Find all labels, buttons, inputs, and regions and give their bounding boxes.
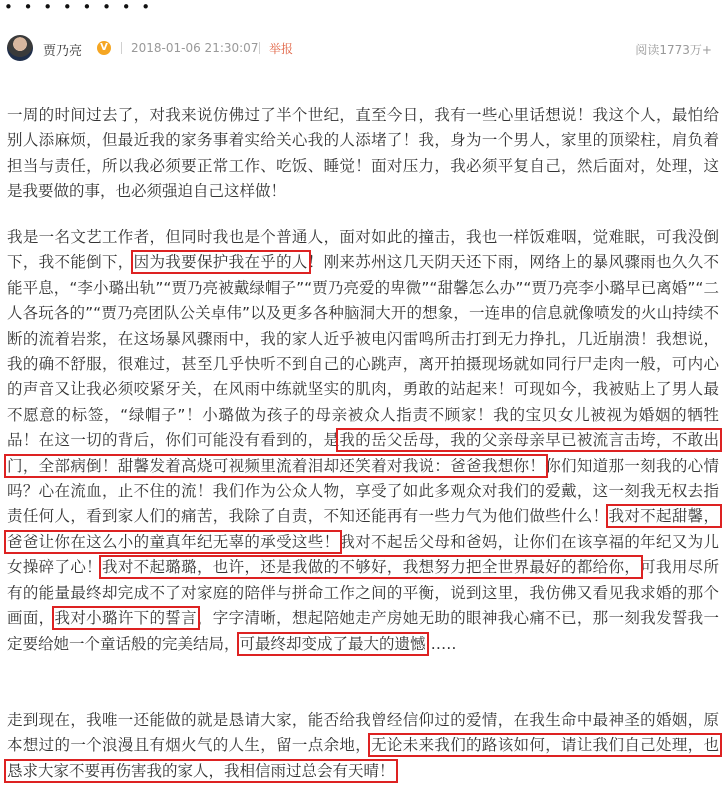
post-timestamp: 2018-01-06 21:30:07	[131, 41, 259, 55]
text-segment: 走到现在，我唯一还能做的就是恳请大家，能否给我曾经信仰过的爱情，在我生命中最神圣的婚姻，原本想过的一个浪漫且有烟火气的人生，留一点余地，	[7, 711, 719, 755]
text-segment: 我对不起岳父母和爸妈，让你们在该享福的年纪又为儿女操碎了心！	[7, 532, 719, 577]
post-paragraph-2	[7, 225, 719, 657]
post-header	[7, 35, 718, 61]
more-dots-icon[interactable]: • • • • • • • •	[4, 0, 154, 16]
divider	[121, 42, 122, 54]
reads-label: 阅读	[635, 43, 660, 57]
author-name[interactable]: 贾乃亮	[43, 44, 83, 59]
verified-badge-icon: V	[97, 41, 111, 55]
text-segment: ！刚来苏州这几天阴天还下雨，网络上的暴风骤雨也久久不能平息，“李小璐出轨”“贾乃亮被戴绿帽子”“贾乃亮爱的卑微”“甜馨怎么办”“贾乃亮李小璐早已离婚”“二人各玩各的”“贾乃亮团队公关卓伟”以及更多各种脑洞大开的想象，一连串的信息就像喷发的火山持续不断的流着岩浆，在这场暴风骤雨中，我的家人近乎被电闪雷鸣所击打到无力挣扎，几近崩溃！我想说，我的确不舒服，很难过，甚至几乎快听不到自己的心跳声，离开拍摄现场就如同行尸走肉一般，可内心的声音又让我必须咬紧牙关，在风雨中练就坚实的肌肉，勇敢的站起来！可现如今，我被贴上了男人最不愿意的标签，“绿帽子”！小璐做为孩子的母亲被众人指责不顾家！我的宝贝女儿被视为婚姻的牺牲品！在这一切的背后，你们可能没有看到的，是	[7, 253, 719, 450]
highlight-box: 我的岳父岳母，我的父亲母亲早已被流言击垮，不敢出门，全部病倒！甜馨发着高烧可视频里流着泪却还笑着对我说：爸爸我想你！	[7, 431, 719, 475]
highlight-box: 我对小璐许下的誓言	[54, 609, 197, 628]
post-paragraph-1: 一周的时间过去了，对我来说仿佛过了半个世纪，直至今日，我有一些心里话想说！我这个人，最怕给别人添麻烦，但最近我的家务事着实给关心我的人添堵了！我，身为一个男人，家里的顶梁柱，肩负着担当与责任，所以我必须要正常工作、吃饭、睡觉！面对压力，我必须平复自己，然后面对，处理，这是我要做的事，也必须强迫自己这样做！	[7, 106, 719, 201]
divider	[259, 42, 260, 54]
report-link[interactable]: 举报	[269, 42, 294, 56]
text-segment: 可我用尽所有的能量最终却完成不了对家庭的陪伴与拼命工作之间的平衡，说到这里，我仿佛又看见我求婚的那个画面，	[7, 558, 719, 628]
reads-value: 1773万+	[659, 43, 712, 57]
avatar[interactable]	[7, 35, 33, 61]
text-segment: ，字字清晰，想起陪她走产房她无助的眼神我心痛不已，那一刻我发誓我一定要给她一个童话般的完美结局，	[7, 609, 719, 653]
highlight-box: 我对不起璐璐，也许，还是我做的不够好，我想努力把全世界最好的都给你，	[101, 558, 641, 577]
post-paragraph-3	[7, 708, 719, 784]
text-segment: 你们知道那一刻我的心情吗？心在流血，止不住的流！我们作为公众人物，享受了如此多观众对我们的爱戴，这一刻我无权去指责任何人，看到家人们的痛苦，我除了自责，不知还能再有一些力气为他们做些什么！	[7, 456, 719, 526]
highlight-box: 因为我要保护我在乎的人	[133, 253, 308, 272]
highlight-box: 可最终却变成了最大的遗憾	[239, 634, 426, 653]
read-count	[635, 41, 712, 58]
highlight-box: 我对不起甜馨，爸爸让你在这么小的童真年纪无辜的承受这些！	[7, 507, 719, 551]
highlight-box: 无论未来我们的路该如何，请让我们自己处理，也恳求大家不要再伤害我的家人，我相信雨过总会有天晴！	[7, 736, 719, 780]
text-segment: ……	[425, 634, 457, 653]
text-segment: 我是一名文艺工作者，但同时我也是个普通人，面对如此的撞击，我也一样饭难咽，觉难眠，可我没倒下，我不能倒下，	[7, 228, 719, 272]
